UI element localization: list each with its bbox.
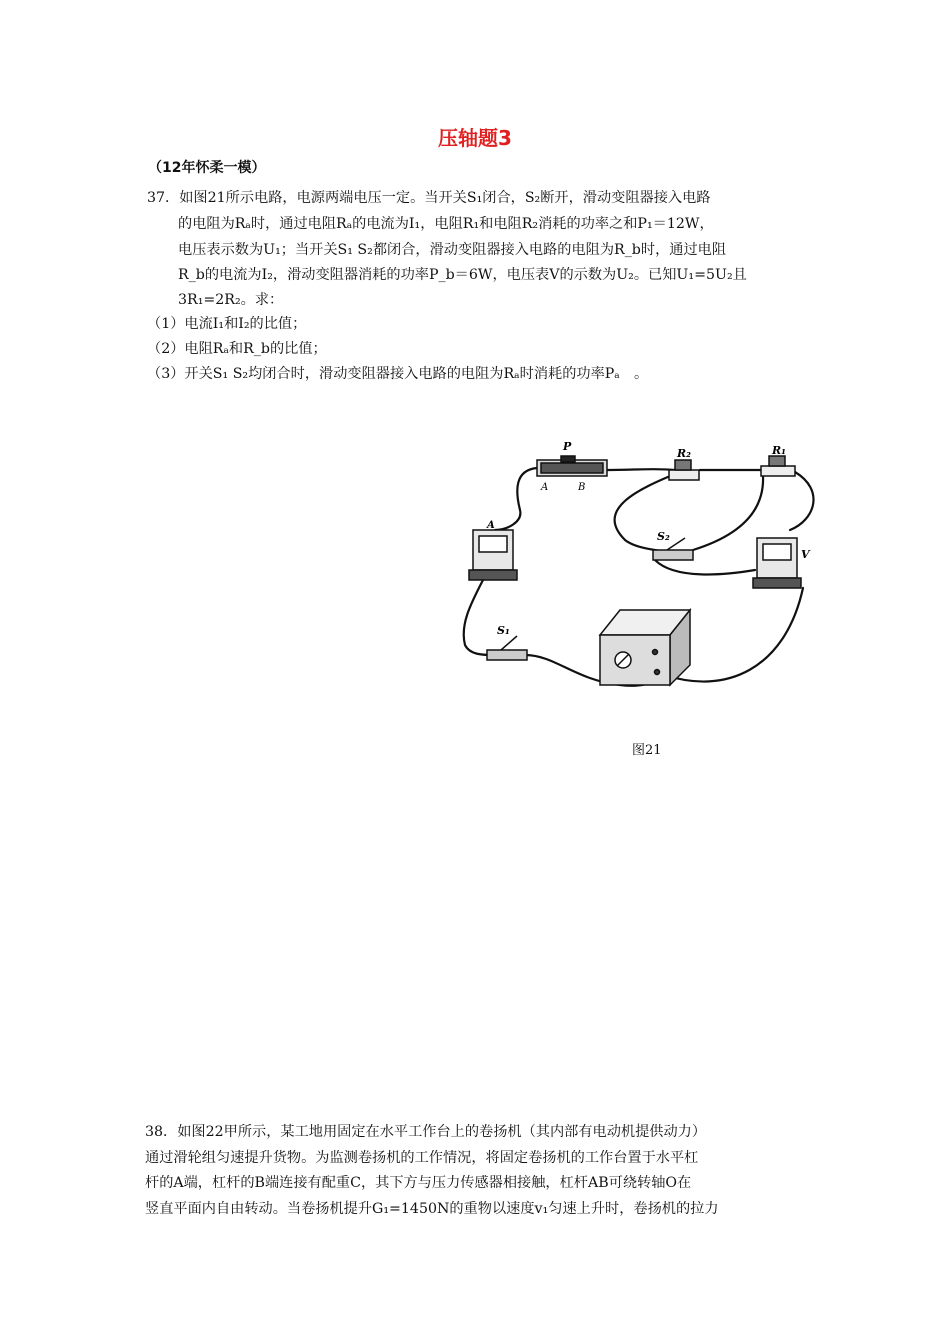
wire (693, 476, 763, 550)
label-s1: S₁ (497, 624, 510, 637)
label-b: B (578, 482, 586, 493)
wire (615, 472, 680, 552)
wire (790, 472, 814, 530)
q38-line-3: 杆的A端，杠杆的B端连接有配重C，其下方与压力传感器相接触，杠杆AB可绕转轴O在 (145, 1175, 692, 1191)
q37-line-2: 的电阻为Rₐ时，通过电阻Rₐ的电流为I₁，电阻R₁和电阻R₂消耗的功率之和P₁＝12W， (178, 216, 714, 232)
ammeter (469, 530, 517, 580)
circuit-figure (445, 430, 825, 710)
switch-s1 (487, 636, 527, 660)
q37-sub-1: （1）电流I₁和I₂的比值； (147, 316, 307, 332)
source-label: （12年怀柔一模） (148, 160, 266, 176)
q37-sub-3: （3）开关S₁ S₂均闭合时，滑动变阻器接入电路的电阻为Rₐ时消耗的功率Pₐ 。 (147, 366, 649, 382)
resistor-r2 (669, 460, 699, 480)
wire (655, 560, 755, 574)
label-r2: R₂ (677, 447, 691, 460)
q38-line-1: 38．如图22甲所示，某工地用固定在水平工作台上的卷扬机（其内部有电动机提供动力） (145, 1124, 707, 1140)
q38-line-2: 通过滑轮组匀速提升货物。为监测卷扬机的工作情况，将固定卷扬机的工作台置于水平杠 (145, 1150, 699, 1166)
q37-line-5: 3R₁=2R₂。求： (178, 292, 284, 308)
figure-caption: 图21 (632, 743, 662, 758)
q38-line-4: 竖直平面内自由转动。当卷扬机提升G₁=1450N的重物以速度v₁匀速上升时，卷扬机的拉力 (145, 1201, 719, 1217)
rheostat (537, 456, 607, 476)
label-a: A (541, 482, 549, 493)
wire (605, 469, 675, 470)
label-p: P (563, 440, 572, 453)
page-title: 压轴题3 (438, 126, 512, 150)
power-supply (600, 610, 690, 685)
q37-line-3: 电压表示数为U₁；当开关S₁ S₂都闭合，滑动变阻器接入电路的电阻为R_b时，通过电阻 (178, 242, 727, 258)
label-r1: R₁ (772, 444, 786, 457)
q37-line-4: R_b的电流为I₂，滑动变阻器消耗的功率P_b＝6W，电压表V的示数为U₂。已知U₁=5U₂且 (178, 267, 747, 283)
resistor-r1 (761, 456, 795, 476)
q37-line-1: 37．如图21所示电路，电源两端电压一定。当开关S₁闭合，S₂断开，滑动变阻器接入电路 (147, 190, 711, 206)
label-s2: S₂ (657, 530, 670, 543)
wire (464, 580, 493, 655)
label-ammeter: A (487, 520, 495, 531)
q37-sub-2: （2）电阻Rₐ和R_b的比值； (147, 341, 327, 357)
voltmeter (753, 538, 801, 588)
label-v: V (801, 548, 810, 561)
wire (495, 468, 537, 530)
